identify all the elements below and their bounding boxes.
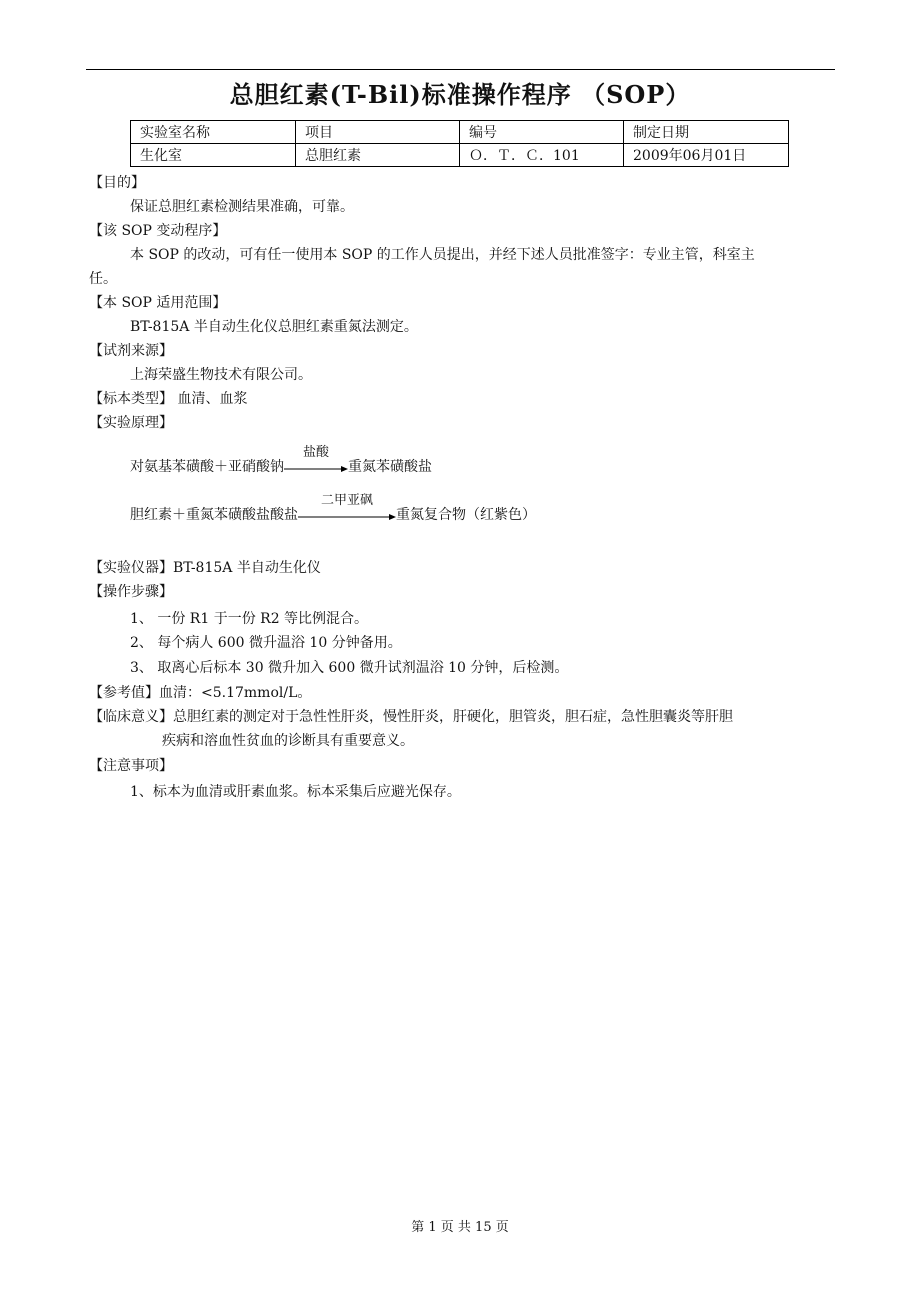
step-item-2: 2、 每个病人 600 微升温浴 10 分钟备用。 [130,635,402,651]
change-heading: 【该 SOP 变动程序】 [89,223,227,239]
reaction-2-reactants: 胆红素＋重氮苯磺酸盐酸盐 [130,507,298,523]
meta-header-item: 项目 [296,121,460,144]
reaction-2-arrow [298,493,396,525]
principle-heading: 【实验原理】 [89,415,173,431]
meta-header-lab: 实验室名称 [131,121,296,144]
reagent-text: 上海荣盛生物技术有限公司。 [130,367,312,383]
meta-value-code: Ｏ．Ｔ．Ｃ．101 [460,144,624,167]
meta-value-item: 总胆红素 [296,144,460,167]
reaction-1-arrow-label: 盐酸 [302,445,329,460]
change-text-line-1: 本 SOP 的改动，可有任一使用本 SOP 的工作人员提出，并经下述人员批准签字：专业主管，科室主 [130,247,755,263]
meta-header-date: 制定日期 [624,121,789,144]
reaction-1-product: 重氮苯磺酸盐 [348,459,432,475]
reaction-1 [130,445,432,477]
reaction-1-arrow [284,445,348,477]
step-item-1: 1、 一份 R1 于一份 R2 等比例混合。 [130,611,369,627]
clinical-line-1: 【临床意义】总胆红素的测定对于急性性肝炎，慢性肝炎，肝硬化，胆管炎，胆石症，急性胆囊炎等肝胆 [89,709,733,725]
scope-text: BT-815A 半自动生化仪总胆红素重氮法测定。 [130,319,418,335]
reaction-2 [130,493,536,525]
change-text-line-2: 任。 [89,271,117,287]
meta-value-row [131,144,789,167]
top-rule [86,69,835,70]
reaction-1-reactants: 对氨基苯磺酸＋亚硝酸钠 [130,459,284,475]
reaction-2-product: 重氮复合物（红紫色） [396,507,536,523]
page-footer: 第 1 页 共 15 页 [411,1220,509,1235]
steps-heading: 【操作步骤】 [89,584,173,600]
reaction-2-arrow-label: 二甲亚砜 [320,493,373,508]
clinical-line-2: 疾病和溶血性贫血的诊断具有重要意义。 [162,733,414,749]
reagent-heading: 【试剂来源】 [89,343,173,359]
reference-line: 【参考值】血清：<5.17mmol/L。 [89,685,312,701]
arrow-right-icon [298,513,396,521]
step-item-3: 3、 取离心后标本 30 微升加入 600 微升试剂温浴 10 分钟，后检测。 [130,660,569,676]
purpose-heading: 【目的】 [89,175,145,191]
purpose-text: 保证总胆红素检测结果准确，可靠。 [130,199,354,215]
arrow-right-icon [284,465,348,473]
specimen-line: 【标本类型】 血清、血浆 [89,391,248,407]
meta-table [130,120,789,167]
meta-header-row [131,121,789,144]
notes-heading: 【注意事项】 [89,758,173,774]
document-title: 总胆红素(T-Bil)标准操作程序 （SOP） [229,80,691,109]
meta-value-lab: 生化室 [131,144,296,167]
notes-text: 1、标本为血清或肝素血浆。标本采集后应避光保存。 [130,784,461,800]
instrument-line: 【实验仪器】BT-815A 半自动生化仪 [89,560,321,576]
scope-heading: 【本 SOP 适用范围】 [89,295,227,311]
meta-value-date: 2009年06月01日 [624,144,789,167]
meta-header-code: 编号 [460,121,624,144]
